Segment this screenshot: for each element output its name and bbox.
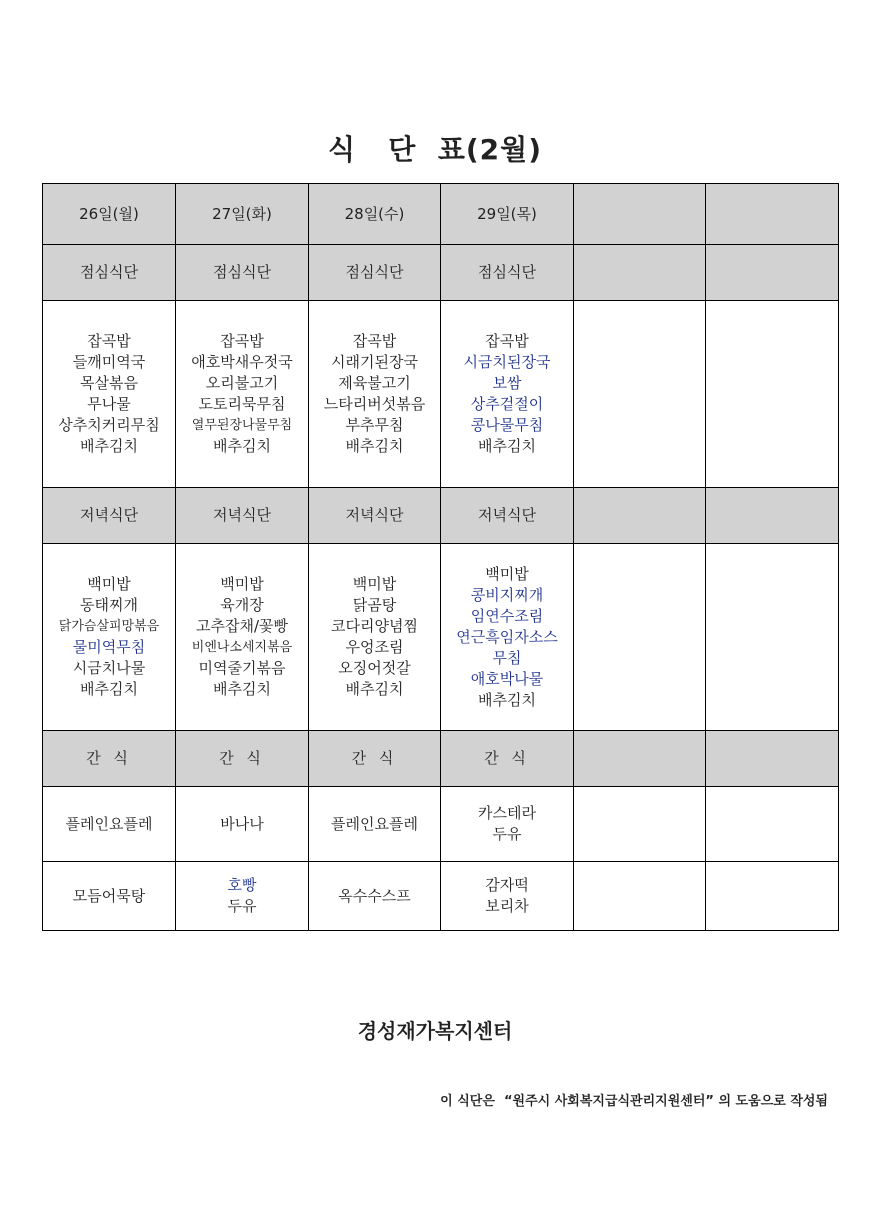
menu-item: 부추무침 — [345, 416, 404, 434]
menu-item: 보쌈 — [492, 374, 522, 392]
dinner-menu-cell — [43, 544, 176, 731]
menu-item: 잡곡밥 — [87, 332, 131, 350]
menu-item: 배추김치 — [80, 437, 138, 455]
menu-item: 닭가슴살피망볶음 — [58, 619, 160, 634]
snack-cell — [43, 787, 176, 862]
menu-item: 배추김치 — [345, 437, 404, 455]
menu-item: 잡곡밥 — [485, 332, 529, 350]
lunch-menu-cell — [441, 301, 574, 488]
snack-cell — [176, 787, 309, 862]
menu-item: 두유 — [227, 897, 257, 915]
menu-item: 백미밥 — [220, 575, 264, 593]
lunch-section-label: 점심식단 — [441, 245, 574, 301]
dinner-section-label: 저녁식단 — [309, 488, 441, 544]
lunch-menu-cell — [309, 301, 441, 488]
snack-cell — [43, 862, 176, 931]
menu-item: 카스테라 — [478, 804, 536, 822]
snack-cell — [574, 862, 706, 931]
menu-item: 시금치된장국 — [463, 353, 551, 371]
snack-section-label: 간 식 — [441, 731, 574, 787]
menu-item: 연근흑임자소스 — [456, 627, 558, 646]
dinner-section-label — [706, 488, 839, 544]
menu-item: 상추겉절이 — [470, 395, 544, 413]
day-header-row — [43, 184, 839, 245]
menu-item: 애호박새우젓국 — [191, 353, 293, 371]
menu-item: 백미밥 — [87, 575, 131, 593]
menu-item: 도토리묵무침 — [198, 395, 286, 413]
menu-item: 옥수수스프 — [338, 886, 411, 905]
menu-item: 무침 — [492, 648, 522, 667]
menu-item: 임연수조림 — [470, 606, 544, 625]
snack-cell — [706, 862, 839, 931]
day-header-cell — [574, 184, 706, 245]
menu-item: 배추김치 — [80, 680, 138, 698]
lunch-menu-cell — [574, 301, 706, 488]
menu-item: 코다리양념찜 — [331, 617, 418, 635]
organization-name: 경성재가복지센터 — [357, 1019, 513, 1043]
lunch-section-label: 점심식단 — [309, 245, 441, 301]
snack-cell — [309, 787, 441, 862]
menu-item: 육개장 — [220, 596, 264, 614]
menu-item: 배추김치 — [213, 680, 271, 698]
menu-item: 느타리버섯볶음 — [323, 395, 426, 413]
day-header-cell: 27일(화) — [176, 184, 309, 245]
day-header-cell: 26일(월) — [43, 184, 176, 245]
dinner-section-label: 저녁식단 — [441, 488, 574, 544]
lunch-menu-row — [43, 301, 839, 488]
menu-item: 고추잡채/꽃빵 — [196, 617, 288, 635]
dinner-menu-cell — [309, 544, 441, 731]
dinner-section-label — [574, 488, 706, 544]
menu-item: 콩나물무침 — [470, 416, 544, 434]
dinner-menu-cell — [706, 544, 839, 731]
day-header-cell: 29일(목) — [441, 184, 574, 245]
snack-cell — [441, 862, 574, 931]
snack-cell — [441, 787, 574, 862]
snack-section-label: 간 식 — [176, 731, 309, 787]
menu-item: 상추치커리무침 — [58, 416, 160, 434]
menu-item: 오징어젓갈 — [338, 659, 411, 677]
menu-item: 두유 — [492, 825, 522, 843]
page-title: 식 단 표(2월) — [327, 133, 542, 166]
menu-item: 모듬어묵탕 — [72, 886, 146, 905]
lunch-section-label: 점심식단 — [176, 245, 309, 301]
menu-item: 배추김치 — [478, 690, 536, 709]
snack-section-label: 간 식 — [309, 731, 441, 787]
lunch-section-label — [574, 245, 706, 301]
menu-item: 우엉조림 — [345, 638, 404, 656]
lunch-menu-cell — [176, 301, 309, 488]
day-header-cell: 28일(수) — [309, 184, 441, 245]
dinner-section-label: 저녁식단 — [43, 488, 176, 544]
dinner-menu-cell — [574, 544, 706, 731]
lunch-section-label — [706, 245, 839, 301]
menu-item: 백미밥 — [485, 564, 529, 583]
menu-item: 닭곰탕 — [352, 596, 397, 614]
snack-section-label: 간 식 — [43, 731, 176, 787]
menu-item: 보리차 — [485, 897, 529, 915]
menu-item: 시금치나물 — [72, 659, 146, 677]
menu-item: 비엔나소세지볶음 — [191, 640, 293, 655]
menu-item: 열무된장나물무침 — [191, 418, 293, 433]
snack-section-row — [43, 731, 839, 787]
menu-item: 무나물 — [87, 395, 131, 413]
dinner-menu-cell — [441, 544, 574, 731]
dinner-menu-row — [43, 544, 839, 731]
menu-item: 감자떡 — [485, 876, 529, 894]
menu-item: 목살볶음 — [80, 374, 138, 392]
dinner-menu-cell — [176, 544, 309, 731]
day-header-cell — [706, 184, 839, 245]
snack-section-label — [706, 731, 839, 787]
dinner-section-row — [43, 488, 839, 544]
menu-item: 잡곡밥 — [220, 332, 264, 350]
menu-item: 백미밥 — [352, 575, 397, 593]
lunch-menu-cell — [43, 301, 176, 488]
lunch-menu-cell — [706, 301, 839, 488]
snack-row-1 — [43, 787, 839, 862]
footnote: 이 식단은 “원주시 사회복지급식관리지원센터” 의 도움으로 작성됨 — [440, 1094, 828, 1109]
menu-item: 배추김치 — [213, 437, 271, 455]
menu-item: 들깨미역국 — [72, 353, 146, 371]
menu-item: 잡곡밥 — [352, 332, 397, 350]
menu-item: 플레인요플레 — [65, 814, 153, 833]
snack-cell — [574, 787, 706, 862]
snack-cell — [706, 787, 839, 862]
menu-item: 배추김치 — [478, 437, 536, 455]
menu-item: 미역줄기볶음 — [198, 659, 286, 677]
snack-section-label — [574, 731, 706, 787]
menu-item: 제육불고기 — [338, 374, 411, 392]
menu-item: 동태찌개 — [80, 596, 138, 614]
menu-item: 애호박나물 — [470, 669, 544, 688]
lunch-section-label: 점심식단 — [43, 245, 176, 301]
menu-item: 오리불고기 — [205, 374, 279, 392]
menu-item: 시래기된장국 — [331, 353, 418, 371]
snack-cell — [309, 862, 441, 931]
dinner-section-label: 저녁식단 — [176, 488, 309, 544]
snack-cell — [176, 862, 309, 931]
meal-plan-table — [42, 183, 839, 931]
menu-item: 배추김치 — [345, 680, 404, 698]
menu-item: 물미역무침 — [72, 638, 146, 656]
menu-item: 콩비지찌개 — [470, 585, 544, 604]
lunch-section-row — [43, 245, 839, 301]
snack-row-2 — [43, 862, 839, 931]
menu-item: 호빵 — [227, 876, 257, 894]
menu-item: 플레인요플레 — [331, 814, 418, 833]
menu-item: 바나나 — [220, 814, 264, 833]
